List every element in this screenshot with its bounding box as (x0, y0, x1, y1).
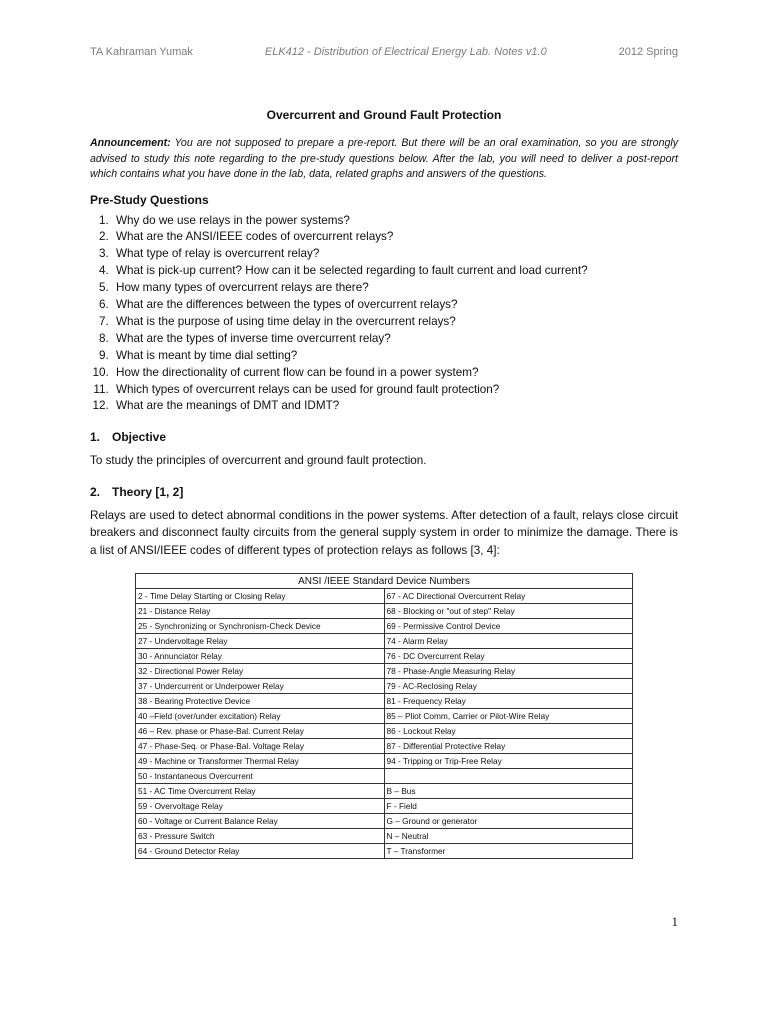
objective-number: 1. (90, 430, 101, 445)
table-row (136, 664, 633, 679)
theory-heading (90, 485, 678, 499)
table-cell-right: 68 - Blocking or "out of step" Relay (384, 604, 633, 619)
ansi-table-title: ANSI /IEEE Standard Device Numbers (136, 574, 633, 589)
table-cell-right: 94 - Tripping or Trip-Free Relay (384, 754, 633, 769)
theory-text: Relays are used to detect abnormal conditions in the power systems. After detection of a fault, relays close circuit breakers and disconnect faulty circuits from the general supply system in order to minimize the damage. There is a list of ANSI/IEEE codes of different types of protection relays as follows [3, 4]: (90, 508, 678, 557)
table-cell-right: 74 - Alarm Relay (384, 634, 633, 649)
table-cell-left: 2 - Time Delay Starting or Closing Relay (136, 589, 385, 604)
table-cell-right: 67 - AC Directional Overcurrent Relay (384, 589, 633, 604)
prestudy-question-list (90, 213, 678, 416)
table-row (136, 604, 633, 619)
table-cell-left: 49 - Machine or Transformer Thermal Relay (136, 754, 385, 769)
table-cell-right: 87 - Differential Protective Relay (384, 739, 633, 754)
table-cell-left: 51 - AC Time Overcurrent Relay (136, 784, 385, 799)
table-row (136, 634, 633, 649)
table-cell-left: 21 - Distance Relay (136, 604, 385, 619)
table-cell-right (384, 769, 633, 784)
prestudy-question: 12. What are the meanings of DMT and IDMT? (112, 398, 678, 415)
table-cell-left: 63 - Pressure Switch (136, 829, 385, 844)
table-row (136, 829, 633, 844)
page-number: 1 (671, 914, 678, 929)
prestudy-question: 5. How many types of overcurrent relays are there? (112, 280, 678, 297)
table-row (136, 844, 633, 859)
announcement-text: You are not supposed to prepare a pre-report. But there will be an oral examination, so you are strongly advised to study this note regarding to the pre-study questions below. After the lab, you will need to deliver a post-report which contains what you have done in the lab, data, related graphs and answers of the questions. (90, 137, 678, 180)
prestudy-question: 3. What type of relay is overcurrent relay? (112, 246, 678, 263)
table-row (136, 619, 633, 634)
table-row (136, 724, 633, 739)
table-cell-right: 86 - Lockout Relay (384, 724, 633, 739)
table-row (136, 739, 633, 754)
prestudy-question: 2. What are the ANSI/IEEE codes of overcurrent relays? (112, 229, 678, 246)
table-cell-right: T – Transformer (384, 844, 633, 859)
objective-heading (90, 430, 678, 444)
ansi-table-body (136, 589, 633, 859)
objective-text: To study the principles of overcurrent and ground fault protection. (90, 454, 427, 468)
table-row (136, 694, 633, 709)
header-course: ELK412 - Distribution of Electrical Energy Lab. Notes v1.0 (264, 46, 547, 58)
table-cell-left: 47 - Phase-Seq. or Phase-Bal. Voltage Relay (136, 739, 385, 754)
table-row (136, 799, 633, 814)
prestudy-question: 1. Why do we use relays in the power systems? (112, 213, 678, 230)
prestudy-question: 11. Which types of overcurrent relays can be used for ground fault protection? (112, 382, 678, 399)
table-cell-right: G – Ground or generator (384, 814, 633, 829)
table-cell-left: 64 - Ground Detector Relay (136, 844, 385, 859)
table-cell-left: 50 - Instantaneous Overcurrent (136, 769, 385, 784)
announcement (90, 136, 678, 183)
prestudy-question: 9. What is meant by time dial setting? (112, 348, 678, 365)
table-cell-left: 27 - Undervoltage Relay (136, 634, 385, 649)
prestudy-question: 8. What are the types of inverse time overcurrent relay? (112, 331, 678, 348)
table-cell-right: F - Field (384, 799, 633, 814)
table-cell-left: 30 - Annunciator Relay (136, 649, 385, 664)
prestudy-question: 6. What are the differences between the types of overcurrent relays? (112, 297, 678, 314)
document-title: Overcurrent and Ground Fault Protection (266, 108, 502, 122)
table-row (136, 754, 633, 769)
table-row (136, 814, 633, 829)
prestudy-heading: Pre-Study Questions (90, 192, 209, 207)
theory-title: Theory [1, 2] (112, 484, 184, 499)
table-row (136, 709, 633, 724)
theory-number: 2. (90, 484, 101, 499)
table-cell-left: 60 - Voltage or Current Balance Relay (136, 814, 385, 829)
announcement-label: Announcement: (90, 137, 171, 149)
prestudy-question: 4. What is pick-up current? How can it be selected regarding to fault current and load current? (112, 263, 678, 280)
table-cell-left: 40 –Field (over/under excitation) Relay (136, 709, 385, 724)
table-row (136, 784, 633, 799)
ansi-device-table (135, 573, 633, 859)
header-author: TA Kahraman Yumak (90, 46, 193, 58)
table-cell-left: 32 - Directional Power Relay (136, 664, 385, 679)
table-cell-right: 79 - AC-Reclosing Relay (384, 679, 633, 694)
table-cell-left: 37 - Undercurrent or Underpower Relay (136, 679, 385, 694)
table-cell-left: 38 - Bearing Protective Device (136, 694, 385, 709)
objective-title: Objective (112, 430, 167, 445)
table-cell-left: 25 - Synchronizing or Synchronism-Check Device (136, 619, 385, 634)
table-cell-right: N – Neutral (384, 829, 633, 844)
table-row (136, 589, 633, 604)
page-header (90, 46, 678, 58)
table-cell-right: 76 - DC Overcurrent Relay (384, 649, 633, 664)
header-term: 2012 Spring (618, 46, 678, 58)
table-cell-left: 59 - Overvoltage Relay (136, 799, 385, 814)
table-cell-right: 85 – Pliot Comm, Carrier or Pilot-Wire Relay (384, 709, 633, 724)
table-cell-right: B – Bus (384, 784, 633, 799)
table-cell-right: 69 - Permissive Control Device (384, 619, 633, 634)
prestudy-question: 7. What is the purpose of using time delay in the overcurrent relays? (112, 314, 678, 331)
table-row (136, 769, 633, 784)
table-row (136, 649, 633, 664)
table-cell-right: 78 - Phase-Angle Measuring Relay (384, 664, 633, 679)
prestudy-question: 10. How the directionality of current flow can be found in a power system? (112, 365, 678, 382)
table-cell-left: 46 – Rev. phase or Phase-Bal. Current Relay (136, 724, 385, 739)
table-cell-right: 81 - Frequency Relay (384, 694, 633, 709)
document-body (90, 108, 678, 859)
table-row (136, 679, 633, 694)
